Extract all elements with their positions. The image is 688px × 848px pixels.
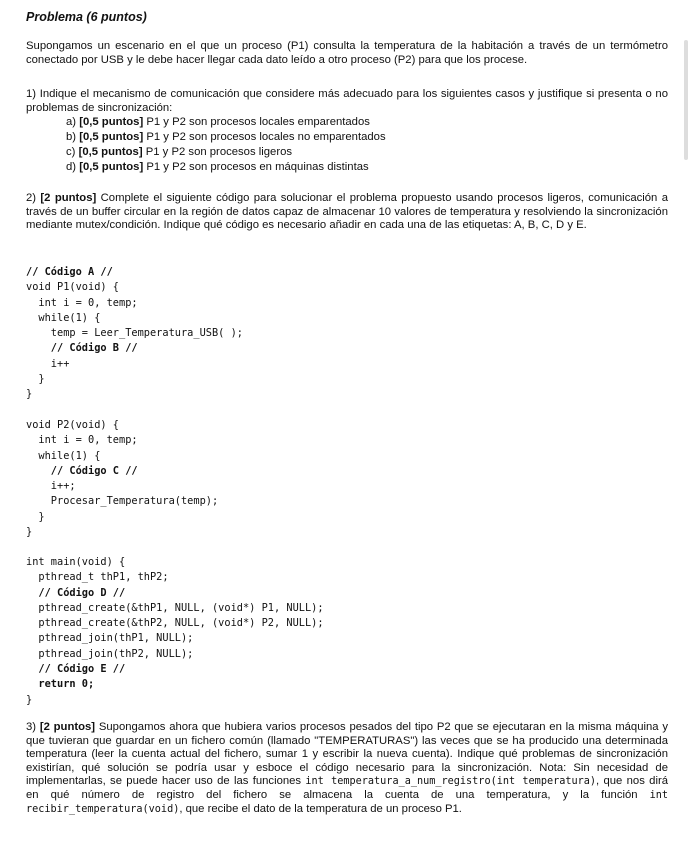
function-temperatura-a-num-registro: int temperatura_a_num_registro(int temperatura) — [305, 776, 597, 788]
code-line: pthread_join(thP1, NULL); — [26, 632, 194, 645]
code-line: i++ — [26, 357, 70, 370]
question-1-item-b: b) [0,5 puntos] P1 y P2 son procesos locales no emparentados — [66, 131, 386, 143]
code-line: while(1) { — [26, 449, 101, 462]
question-1-item-a: a) [0,5 puntos] P1 y P2 son procesos locales emparentados — [66, 116, 370, 128]
question-1-item-c: c) [0,5 puntos] P1 y P2 son procesos ligeros — [66, 146, 293, 158]
code-line: } — [26, 510, 45, 523]
code-comment-line: // Código C // — [26, 464, 138, 477]
code-line: } — [26, 526, 33, 539]
code-block-main — [26, 555, 324, 708]
code-line: void P2(void) { — [26, 419, 119, 431]
code-line: pthread_join(thP2, NULL); — [26, 647, 194, 660]
question-2-text: 2) [2 puntos] Complete el siguiente código para solucionar el problema propuesto usando procesos ligeros, comunicación a través de un buffer circular en la región de datos capaz de almacenar 10 valores de temperatura y resolviendo la sincronización mediante mutex/condición. Indique qué código es necesario añadir en cada una de las etiquetas: A, B, C, D y E. — [26, 192, 668, 232]
code-line: Procesar_Temperatura(temp); — [26, 495, 219, 508]
code-line: temp = Leer_Temperatura_USB( ); — [26, 327, 243, 340]
code-comment-line: // Código D // — [26, 586, 126, 599]
code-line: pthread_create(&thP1, NULL, (void*) P1, NULL); — [26, 601, 324, 614]
code-block-p1 — [26, 265, 243, 403]
code-comment-line: // Código A // — [26, 266, 113, 278]
code-line: void P1(void) { — [26, 281, 119, 294]
question-1-item-d: d) [0,5 puntos] P1 y P2 son procesos en máquinas distintas — [66, 161, 369, 173]
code-block-p2 — [26, 418, 218, 540]
code-line: i++; — [26, 480, 76, 493]
code-line: int i = 0, temp; — [26, 296, 138, 309]
intro-paragraph: Supongamos un escenario en el que un proceso (P1) consulta la temperatura de la habitación a través de un termómetro conectado por USB y le debe hacer llegar cada dato leído a otro proceso (P2) para que los procese. — [26, 40, 668, 66]
code-line: } — [26, 388, 33, 401]
code-line: while(1) { — [26, 311, 101, 324]
code-comment-line: // Código B // — [26, 342, 138, 355]
code-line: } — [26, 693, 33, 706]
question-1-text: 1) Indique el mecanismo de comunicación que considere más adecuado para los siguientes casos y justifique si presenta o no problemas de sincronización: — [26, 88, 668, 114]
code-line: pthread_create(&thP2, NULL, (void*) P2, NULL); — [26, 617, 324, 630]
function-recibir-temperatura: int recibir_temperatura(void) — [26, 789, 669, 815]
code-comment-line: // Código E // — [26, 663, 126, 676]
code-line: pthread_t thP1, thP2; — [26, 571, 169, 584]
code-line: int main(void) { — [26, 556, 126, 568]
scrollbar[interactable] — [684, 40, 688, 160]
code-line: int i = 0, temp; — [26, 434, 138, 447]
code-line: } — [26, 373, 45, 386]
question-3-text: 3) [2 puntos] Supongamos ahora que hubiera varios procesos pesados del tipo P2 que se ejecutaran en la misma máquina y que tuvieran que guardar en un fichero común (llamado "TEMPERATURAS") las veces que se ha producido una determinada temperatura (leer la cuenta actual del fichero, sumar 1 y escribir la nueva cuenta). Indique qué problemas de sincronización existirían, qué solución se podría usar y esboce el código necesario para la sincronización. Nota: Sin necesidad de implementarlas, se puede hacer uso de las funciones int temperatura_a_num_registro(int temperatura), que nos dirá en qué número de registro del fichero se almacena la cuenta de una temperatura, y la función int recibir_temperatura(void), que recibe el dato de la temperatura de un proceso P1. — [26, 721, 669, 815]
code-comment-line: return 0; — [26, 678, 95, 691]
problem-title: Problema (6 puntos) — [26, 10, 147, 24]
